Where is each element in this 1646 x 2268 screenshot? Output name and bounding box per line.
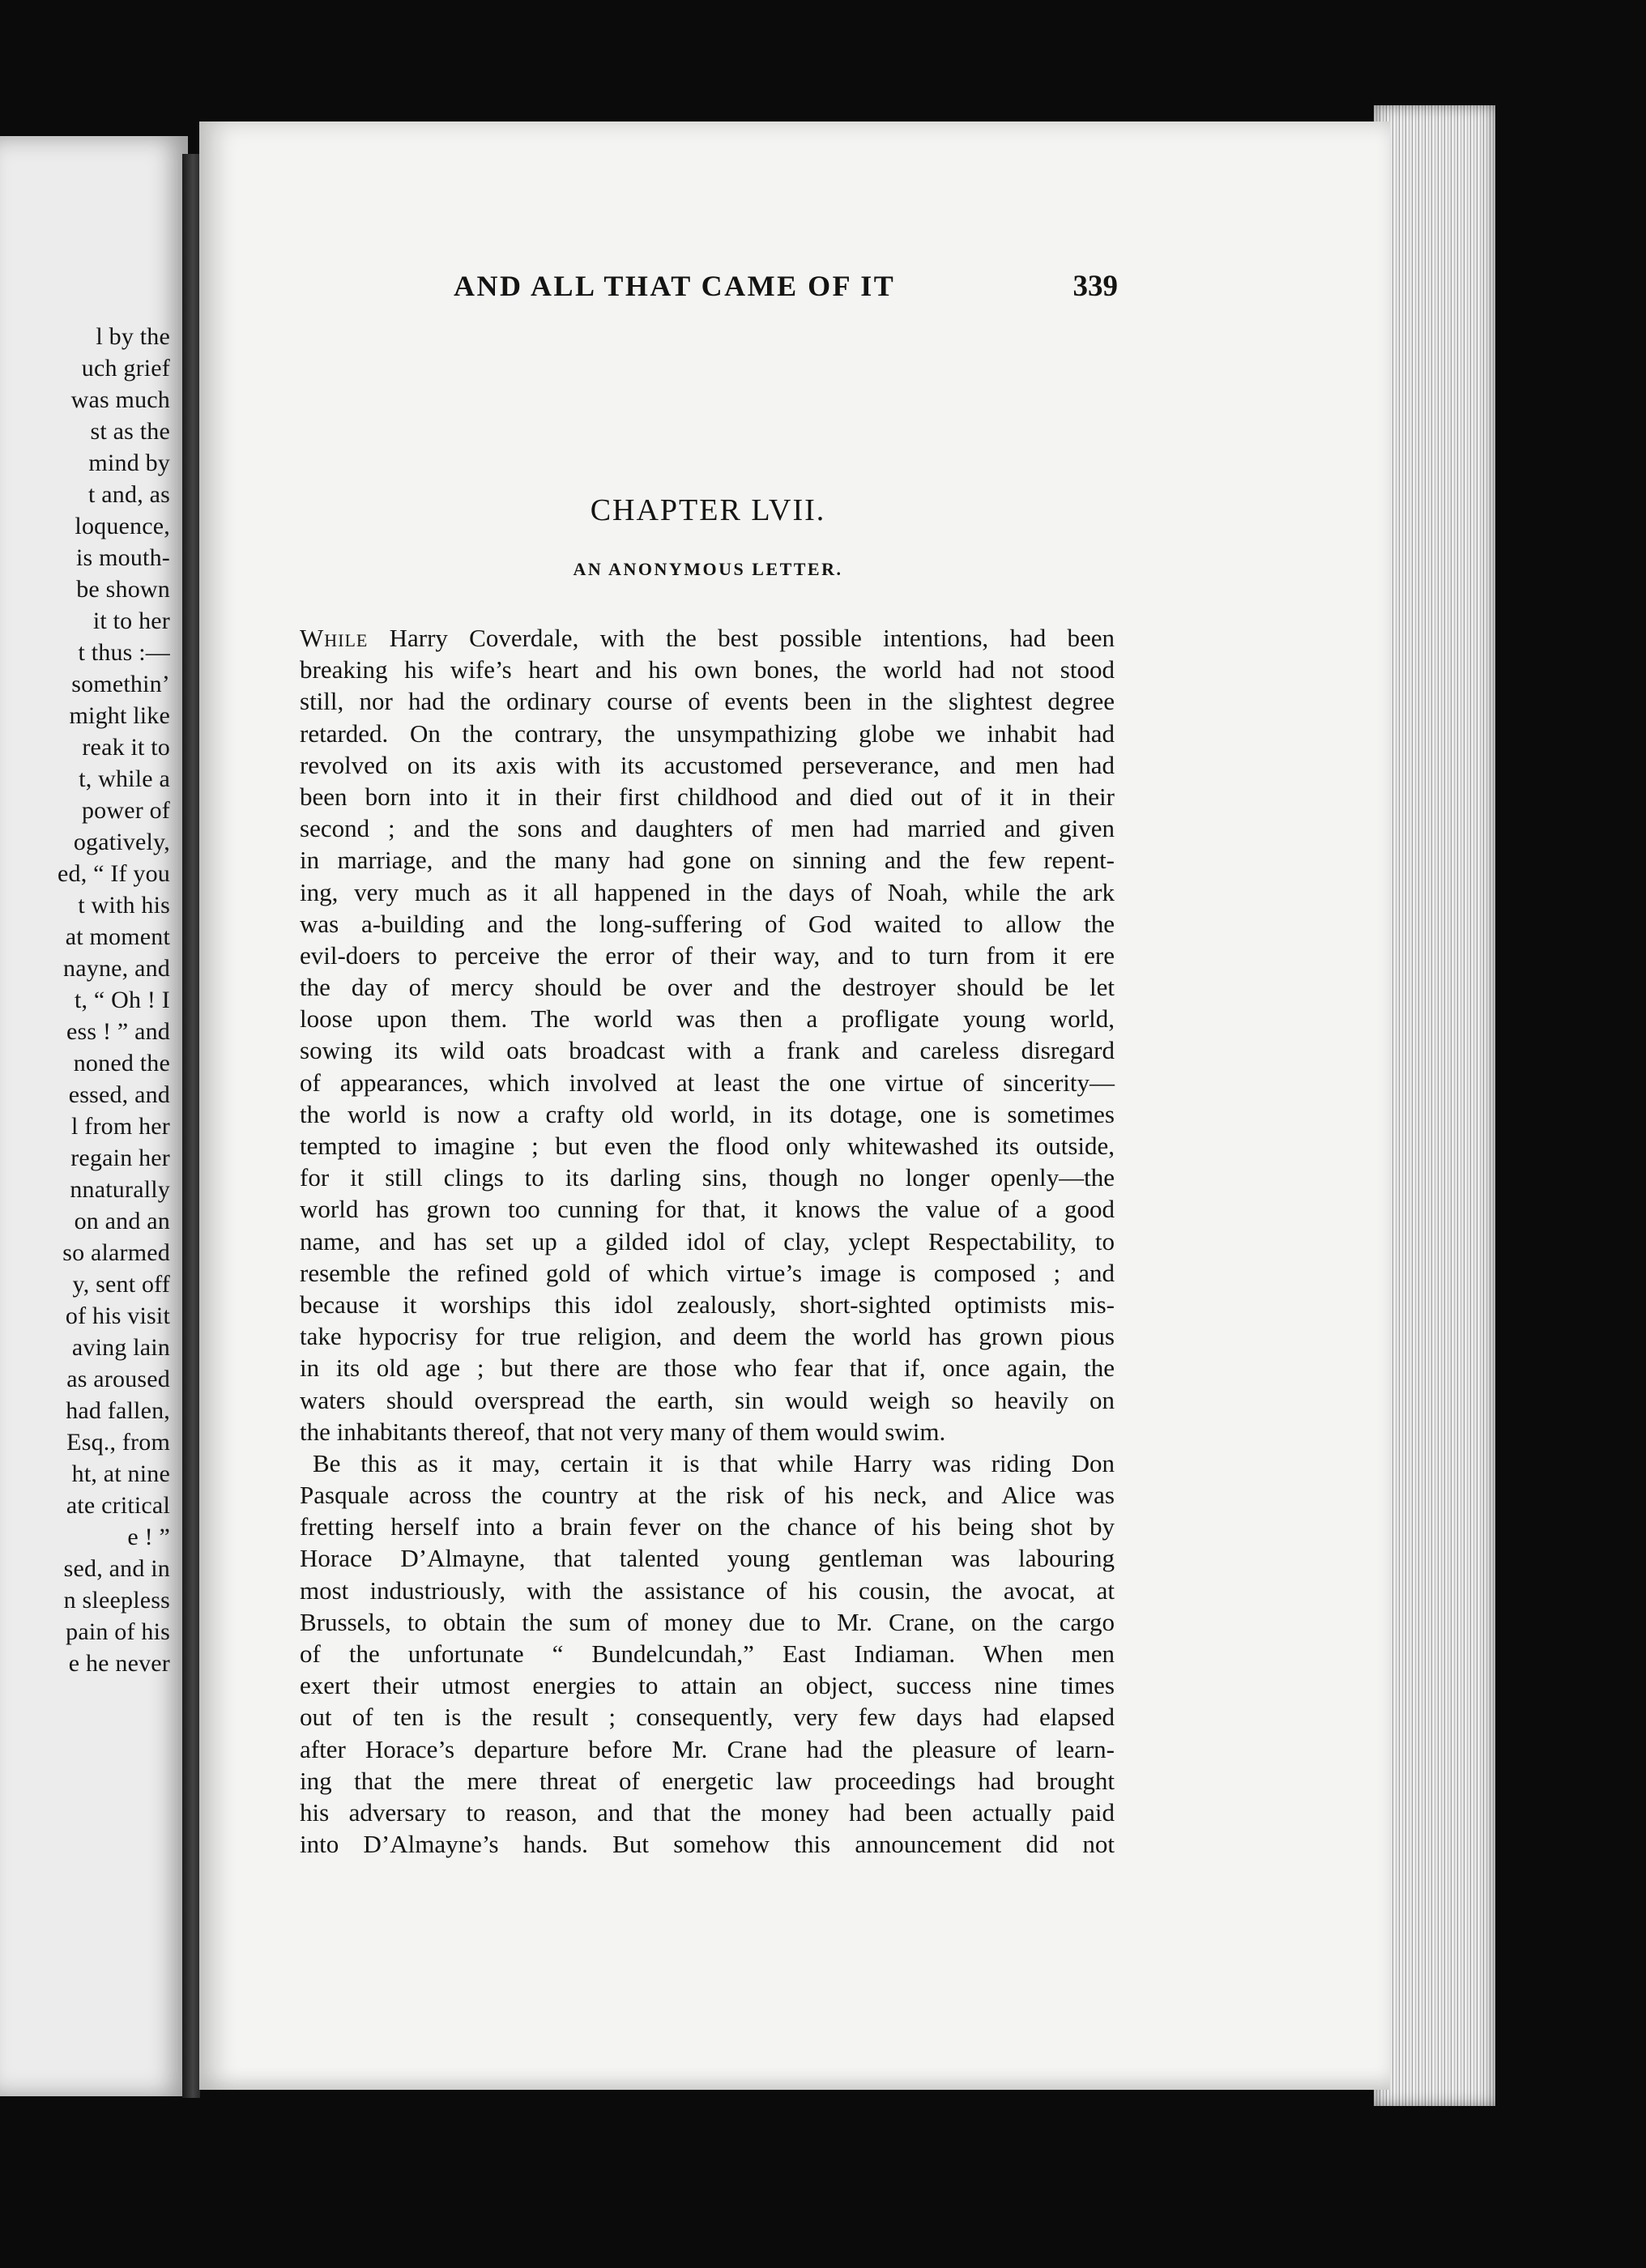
left-page-line: nayne, and xyxy=(63,955,170,982)
body-line: of the unfortunate “ Bundelcundah,” East Indiaman. When men xyxy=(300,1639,1115,1668)
left-page-line: ogatively, xyxy=(73,829,170,855)
left-page-line: l by the xyxy=(96,323,170,350)
body-line: ing, very much as it all happened in the days of Noah, while the ark xyxy=(300,877,1115,906)
left-page-line: e he never xyxy=(68,1650,170,1677)
left-page-line: reak it to xyxy=(82,734,170,761)
body-line: the day of mercy should be over and the destroyer should be let xyxy=(300,973,1115,1002)
body-line: loose upon them. The world was then a profligate young world, xyxy=(300,1004,1115,1034)
body-line: Horace D’Almayne, that talented young gentleman was labouring xyxy=(300,1544,1115,1573)
left-page-line: ess ! ” and xyxy=(66,1018,170,1045)
body-line: name, and has set up a gilded idol of clay, yclept Respectability, to xyxy=(300,1226,1115,1256)
body-line: after Horace’s departure before Mr. Crane had the pleasure of learn- xyxy=(300,1734,1115,1763)
left-page-line: had fallen, xyxy=(66,1397,170,1424)
left-page-line: e ! ” xyxy=(127,1524,170,1550)
body-text xyxy=(300,622,1115,1860)
left-page-line: regain her xyxy=(70,1145,170,1171)
left-page-line: ate critical xyxy=(66,1492,170,1519)
left-page-line: loquence, xyxy=(75,513,170,539)
body-line: in marriage, and the many had gone on sinning and the few repent- xyxy=(300,846,1115,875)
body-line xyxy=(300,622,1115,654)
left-page-line: Esq., from xyxy=(66,1429,170,1456)
left-page-line: y, sent off xyxy=(72,1271,170,1298)
body-line: tempted to imagine ; but even the flood only whitewashed its outside, xyxy=(300,1132,1115,1160)
left-page-line: uch grief xyxy=(81,355,170,382)
body-line: his adversary to reason, and that the money had been actually paid xyxy=(300,1797,1115,1827)
body-line: was a-building and the long-suffering of God waited to allow the xyxy=(300,909,1115,938)
body-line: still, nor had the ordinary course of events been in the slightest degree xyxy=(300,687,1115,716)
left-page-line: of his visit xyxy=(65,1302,170,1329)
left-page-line: mind by xyxy=(88,450,170,476)
body-line: into D’Almayne’s hands. But somehow this announcement did not xyxy=(300,1830,1115,1859)
left-page-line: nnaturally xyxy=(70,1176,170,1203)
body-line: out of ten is the result ; consequently, very few days had elapsed xyxy=(300,1703,1115,1732)
page-edges xyxy=(1374,105,1495,2106)
body-line: retarded. On the contrary, the unsympathizing globe we inhabit had xyxy=(300,718,1115,748)
left-page-line: t, “ Oh ! I xyxy=(75,987,170,1013)
body-line: waters should overspread the earth, sin would weigh so heavily on xyxy=(300,1385,1115,1414)
left-page-line: as aroused xyxy=(66,1366,170,1392)
left-page-line: it to her xyxy=(92,608,170,634)
left-page-line: at moment xyxy=(65,923,170,950)
body-line: for it still clings to its darling sins, though no longer openly—the xyxy=(300,1163,1115,1192)
left-page-line: st as the xyxy=(90,418,170,445)
left-page-line: somethin’ xyxy=(71,671,170,697)
left-page-line: was much xyxy=(70,386,170,413)
left-page-line: might like xyxy=(69,702,170,729)
body-line: been born into it in their first childhood and died out of it in their xyxy=(300,782,1115,811)
left-page-line: l from her xyxy=(71,1113,170,1140)
left-page-line: ht, at nine xyxy=(71,1460,170,1487)
body-line: revolved on its axis with its accustomed perseverance, and men had xyxy=(300,750,1115,779)
left-page-line: ed, “ If you xyxy=(57,860,170,887)
left-page-line: power of xyxy=(81,797,170,824)
left-page-line: t with his xyxy=(78,892,170,919)
left-page-line: t and, as xyxy=(88,481,170,508)
left-page-line: so alarmed xyxy=(62,1239,170,1266)
body-line: resemble the refined gold of which virtue’s image is composed ; and xyxy=(300,1258,1115,1287)
chapter-heading: CHAPTER LVII. xyxy=(590,493,826,527)
body-line: of appearances, which involved at least the one virtue of sincerity— xyxy=(300,1068,1115,1097)
left-page-line: aving lain xyxy=(71,1334,170,1361)
body-line: exert their utmost energies to attain an object, success nine times xyxy=(300,1671,1115,1700)
book-gutter xyxy=(182,154,200,2098)
body-line: the world is now a crafty old world, in its dotage, one is sometimes xyxy=(300,1099,1115,1128)
body-line: breaking his wife’s heart and his own bones, the world had not stood xyxy=(300,655,1115,684)
left-page-line: t thus :— xyxy=(78,639,170,666)
left-page-line: noned the xyxy=(73,1050,170,1076)
chapter-subtitle: AN ANONYMOUS LETTER. xyxy=(573,559,843,579)
body-line: world has grown too cunning for that, it knows the value of a good xyxy=(300,1195,1115,1224)
body-line: the inhabitants thereof, that not very many of them would swim. xyxy=(300,1417,946,1446)
left-page-line: pain of his xyxy=(66,1618,170,1645)
body-line: Be this as it may, certain it is that while Harry was riding Don xyxy=(313,1448,1115,1477)
body-line: ing that the mere threat of energetic law proceedings had brought xyxy=(300,1766,1115,1795)
left-page-line: t, while a xyxy=(79,765,170,792)
body-line: evil-doers to perceive the error of their way, and to turn from it ere xyxy=(300,940,1115,970)
left-page-line: be shown xyxy=(76,576,170,603)
drop-word: While xyxy=(300,624,369,652)
left-page-line: sed, and in xyxy=(63,1555,170,1582)
page-number: 339 xyxy=(1072,270,1118,303)
left-facing-page xyxy=(0,136,188,2096)
header-title: AND ALL THAT CAME OF IT xyxy=(454,270,896,302)
body-line: because it worships this idol zealously, short-sighted optimists mis- xyxy=(300,1290,1115,1319)
running-header xyxy=(454,269,1118,304)
left-page-line: is mouth- xyxy=(76,544,170,571)
left-page-line: essed, and xyxy=(68,1081,170,1108)
left-page-text xyxy=(58,321,170,1679)
body-line: second ; and the sons and daughters of men had married and given xyxy=(300,814,1115,843)
body-line: Brussels, to obtain the sum of money due to Mr. Crane, on the cargo xyxy=(300,1607,1115,1636)
left-page-line: on and an xyxy=(74,1208,170,1234)
body-line: in its old age ; but there are those who fear that if, once again, the xyxy=(300,1354,1115,1383)
body-line: take hypocrisy for true religion, and deem the world has grown pious xyxy=(300,1322,1115,1351)
body-line: fretting herself into a brain fever on the chance of his being shot by xyxy=(300,1512,1115,1541)
body-line: most industriously, with the assistance of his cousin, the avocat, at xyxy=(300,1575,1115,1605)
left-page-line: n sleepless xyxy=(63,1587,170,1614)
first-line-rest: Harry Coverdale, with the best possible intentions, had been xyxy=(368,624,1115,652)
body-line: sowing its wild oats broadcast with a frank and careless disregard xyxy=(300,1036,1115,1065)
body-line: Pasquale across the country at the risk of his neck, and Alice was xyxy=(300,1481,1115,1510)
